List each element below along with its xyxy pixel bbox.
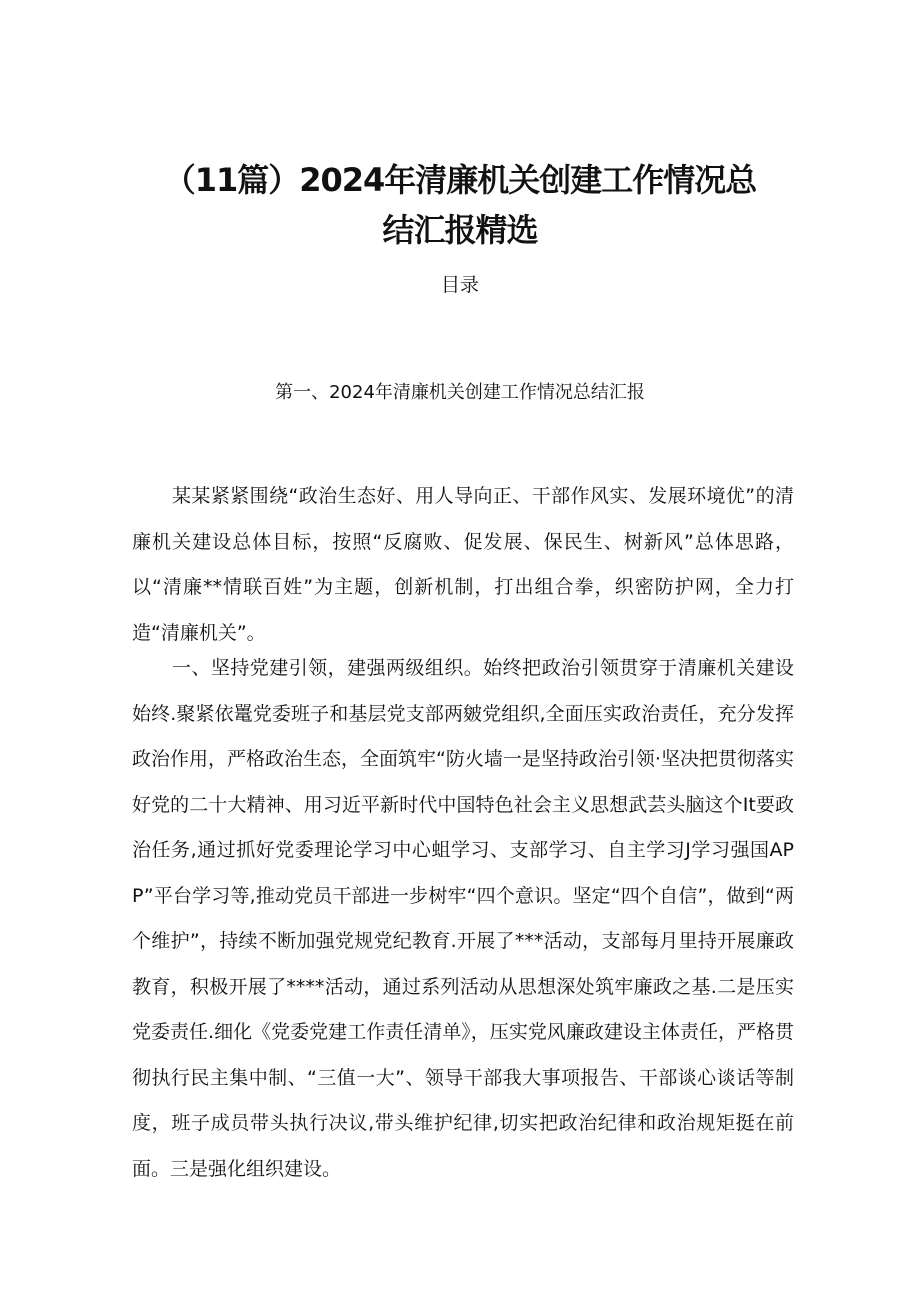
toc-heading: 目录 (440, 274, 479, 296)
document-title: （11篇）2024年清廉机关创建工作情况总结汇报精选 (163, 161, 757, 250)
body-paragraph: 一、坚持党建引领，建强两级组织。始终把政治引领贯穿于清廉机关建设始终.聚紧依鼍党委班子和基层党支部两皴党组织,全面压实政治责任，充分发挥政治作用，严格政治生态，全面筑牢“防火墙一是坚持政治引领·坚决把贯彻落实好党的二十大精神、用习近平新时代中国特色社会主义思想武芸头脑这个It要政治任务,通过抓好党委理论学习中心蛆学习、支部学习、自主学习J学习强国APP”平台学习等,推动党员干部进一步树牢“四个意识。坚定“四个自信”，做到“两个维护”，持续不断加强党规党纪教育.开展了***活动，支部每月里持开展廉政教育，积极开展了****活动，通过系列活动从思想深处筑牢廉政之基.二是压实党委责任.细化《党委党建工作责任清单》，压实党风廉政建设主体责任，严格贯彻执行民主集中制、“三值一大”、领导干部我大事项报告、干部谈心谈话等制度，班子成员带头执行决议,带头维护纪律,切实把政治纪律和政治规矩挺在前面。三是强化组织建设。 (132, 657, 794, 1180)
body-paragraph: 某某紧紧围绕“政治生态好、用人导向正、干部作风实、发展环境优”的清廉机关建设总体目标，按照“反腐败、促发展、保民生、树新风”总体思路，以“清廉**情联百姓”为主题，创新机制，打出组合拳，织密防护网，全力打造“清廉机关”。 (132, 485, 794, 644)
toc-item: 第一、2024年清廉机关创建工作情况总结汇报 (275, 382, 645, 403)
